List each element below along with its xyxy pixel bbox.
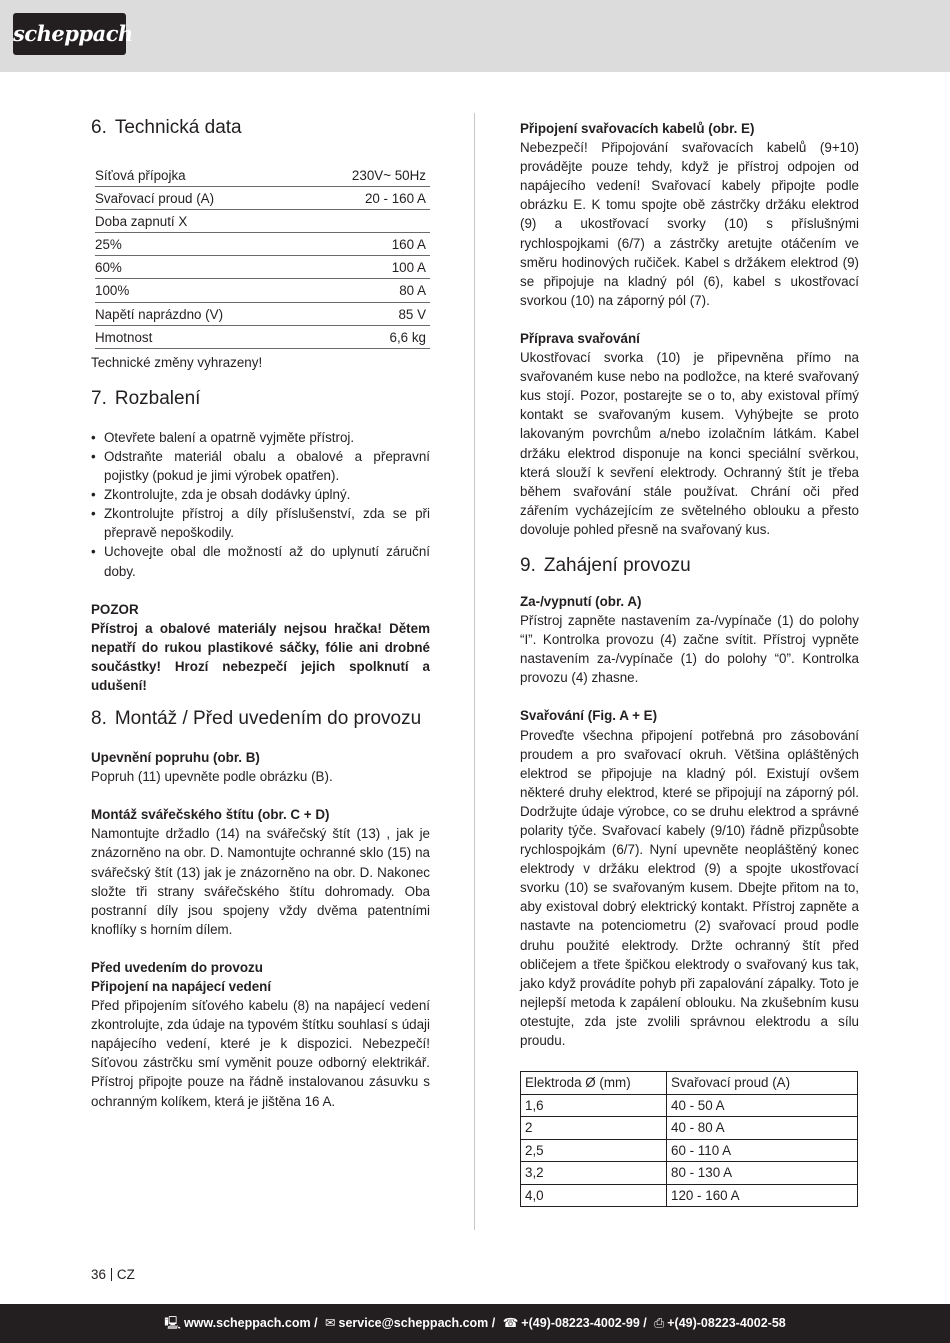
spec-row [95, 279, 430, 302]
spec-label: 60% [95, 256, 303, 279]
welding-current-cell: 80 - 130 A [667, 1162, 858, 1185]
spec-label: Svařovací proud (A) [95, 187, 303, 210]
welding-current-cell: 120 - 160 A [667, 1184, 858, 1207]
table-header-cell: Svařovací proud (A) [667, 1072, 858, 1095]
scheppach-logo: scheppach [13, 13, 126, 55]
welding-current-cell: 40 - 80 A [667, 1117, 858, 1140]
shield-text: Namontujte držadlo (14) na svářečský štít (13) , jak je znázorněno na obr. D. Namontujte ochranné sklo (15) na svářečský štít (13) jak je znázorněno na obr. D. Nakonec složte tři strany svářečského štítu dohromady. Oba postranní díly jsou spojeny vždy dvěma patentními knoflíky s horním dílem. [91, 826, 430, 937]
spec-table [95, 164, 430, 349]
table-row [521, 1139, 858, 1162]
fax-number: +(49)-08223-4002-58 [667, 1316, 786, 1330]
spec-row [95, 210, 430, 233]
spec-label: Síťová přípojka [95, 164, 303, 187]
table-row [521, 1117, 858, 1140]
before-title: Před uvedením do provozu [91, 959, 263, 975]
spec-value [303, 210, 430, 233]
unpacking-list [91, 428, 430, 581]
page-number: 36 CZ [91, 1267, 135, 1282]
spec-value: 230V~ 50Hz [303, 164, 430, 187]
list-item: • Zkontrolujte, zda je obsah dodávky úplný. [91, 485, 430, 504]
phone-number: +(49)-08223-4002-99 / [521, 1316, 647, 1330]
spec-row [95, 187, 430, 210]
spec-row [95, 164, 430, 187]
prep-text: Ukostřovací svorka (10) je připevněna přímo na svařovaném kuse nebo na podložce, na které svařovaný kus stojí. Pozor, postarejte se o to, aby existoval přímý kontakt se svařovaným kusem. Vyhýbejte se proto lakovaným povrchům a/nebo izolačním látkám. Kabel držáku elektrod disponuje na konci speciální svěrkou, která slouží k sevření elektrody. Ochranný štít je třeba během svařování stále používat. Chrání oči před zářením vycházejícím ze světelného oblouku a přesto dovoluje pohled přesně na svařovaný kus. [520, 350, 859, 537]
warning-text: Přístroj a obalové materiály nejsou hračka! Dětem nepatří do rukou plastikové sáčky, fólie ani drobné součástky! Hrozí nebezpečí jejich spolknutí a udušení! [91, 620, 430, 693]
power-text: Před připojením síťového kabelu (8) na napájecí vedení zkontrolujte, zda údaje na typovém štítku souhlasí s údaji napájecího vedení, které je k dispozici. Nebezpečí! Síťovou zástrčku smí vyměnit pouze odborný elektrikář. Přístroj připojte pouze na řádně instalovanou zásuvku s ochranným kolíkem, která je jištěna 16 A. [91, 998, 430, 1109]
section-9-heading: 9. Zahájení provozu [520, 554, 691, 576]
electrode-table [520, 1071, 858, 1207]
onoff-title: Za-/vypnutí (obr. A) [520, 593, 642, 609]
page-separator [111, 1268, 112, 1281]
website-link[interactable]: www.scheppach.com / [183, 1316, 318, 1330]
spec-value: 80 A [303, 279, 430, 302]
electrode-diameter-cell: 2,5 [521, 1139, 667, 1162]
spec-row [95, 233, 430, 256]
section-8-heading: 8. Montáž / Před uvedením do provozu [91, 708, 422, 730]
list-item: • Odstraňte materiál obalu a obalové a přepravní pojistky (pokud je jimi výrobek opatřen). [91, 447, 430, 485]
strap-text: Popruh (11) upevněte podle obrázku (B). [91, 769, 333, 785]
welding-current-cell: 40 - 50 A [667, 1094, 858, 1117]
list-item: • Uchovejte obal dle možností až do uplynutí záruční doby. [91, 542, 430, 580]
electrode-diameter-cell: 1,6 [521, 1094, 667, 1117]
mail-icon: ✉ [325, 1316, 336, 1330]
tech-note: Technické změny vyhrazeny! [91, 354, 263, 370]
spec-label: 100% [95, 279, 303, 302]
table-row [521, 1184, 858, 1207]
welding-title: Svařování (Fig. A + E) [520, 708, 658, 724]
fax-icon: ⎙ [654, 1316, 665, 1330]
warning-title: POZOR [91, 601, 139, 617]
electrode-diameter-cell: 2 [521, 1117, 667, 1140]
welding-current-cell: 60 - 110 A [667, 1139, 858, 1162]
header-band [0, 0, 950, 72]
contact-bar [0, 1304, 950, 1343]
section-7-heading: 7. Rozbalení [91, 387, 201, 409]
computer-icon: 🖳 [164, 1316, 181, 1330]
right-column [520, 113, 859, 1207]
spec-value: 85 V [303, 302, 430, 325]
cables-text: Nebezpečí! Připojování svařovacích kabelů (9+10) provádějte pouze tehdy, když je přístroj odpojen od napájecího vedení! Svařovací kabely připojte podle obrázku E. K tomu spojte obě zástrčky držáku elektrod (9) a ukostřovací svorky (10) s příslušnými rychlospojkami (6/7) a zástrčky aretujte otáčením ve směru hodinových ručiček. Kabel s držákem elektrod (9) se připojuje na kladný pól (6), kabel s ukostřovací svorkou (10) na záporný pól (7). [520, 140, 859, 308]
spec-value: 6,6 kg [303, 325, 430, 348]
spec-value: 160 A [303, 233, 430, 256]
table-header-cell: Elektroda Ø (mm) [521, 1072, 667, 1095]
welding-text: Proveďte všechna připojení potřebná pro zásobování proudem a pro svařovací okruh. Většina opláštěných elektrod se připojuje na kladný pól. Existují ovšem některé druhy elektrod, které se připojují na záporný pól. Dodržujte údaje výrobce, co se druhu elektrod a správné polarity týče. Svařovací kabely (9/10) řádně přizpůsobte rychlospojkám (6/7). Nyní upevněte neopláštěný konec elektrody v držáku elektrod (9) a spojte ukostřovací svorku (10) se svařovaným kusem. Dbejte přitom na to, aby existoval dobrý elektrický kontakt. Přístroj zapněte a nastavte na potenciometru (2) svařovací proud podle druhu použité elektrody. Držte ochranný štít před obličejem a třete špičkou elektrody o svařovaný kus tak, jako když provádíte pohyb při zapalování zápalky. Toto je nejlepší metoda k zapálení oblouku. Na zkušebním kusu otestujte, zda jste zvolili správnou elektrodu a sílu proudu. [520, 727, 859, 1049]
left-column [91, 113, 430, 1111]
table-row [521, 1162, 858, 1185]
spec-label: Napětí naprázdno (V) [95, 302, 303, 325]
list-item: • Otevřete balení a opatrně vyjměte přístroj. [91, 428, 430, 447]
onoff-text: Přístroj zapněte nastavením za-/vypínače (1) do polohy “I”. Kontrolka provozu (4) začne svítit. Přístroj vypněte nastavením za-/vypínače (1) do polohy “0”. Kontrolka provozu (4) zhasne. [520, 613, 859, 686]
email-link[interactable]: service@scheppach.com / [338, 1316, 496, 1330]
shield-title: Montáž svářečského štítu (obr. C + D) [91, 807, 330, 823]
power-title: Připojení na napájecí vedení [91, 979, 272, 994]
prep-title: Příprava svařování [520, 330, 640, 346]
table-header-row [521, 1072, 858, 1095]
cables-title: Připojení svařovacích kabelů (obr. E) [520, 121, 755, 136]
spec-row [95, 256, 430, 279]
section-6-heading: 6. Technická data [91, 117, 242, 138]
electrode-diameter-cell: 3,2 [521, 1162, 667, 1185]
spec-row [95, 325, 430, 348]
strap-title: Upevnění popruhu (obr. B) [91, 750, 260, 766]
spec-value: 100 A [303, 256, 430, 279]
electrode-diameter-cell: 4,0 [521, 1184, 667, 1207]
phone-icon: ☎ [502, 1316, 519, 1330]
spec-value: 20 - 160 A [303, 187, 430, 210]
spec-row [95, 302, 430, 325]
spec-label: Doba zapnutí X [95, 210, 303, 233]
table-row [521, 1094, 858, 1117]
spec-label: 25% [95, 233, 303, 256]
column-divider [474, 113, 475, 1230]
spec-label: Hmotnost [95, 325, 303, 348]
list-item: • Zkontrolujte přístroj a díly příslušenství, zda se při přepravě nepoškodily. [91, 504, 430, 542]
